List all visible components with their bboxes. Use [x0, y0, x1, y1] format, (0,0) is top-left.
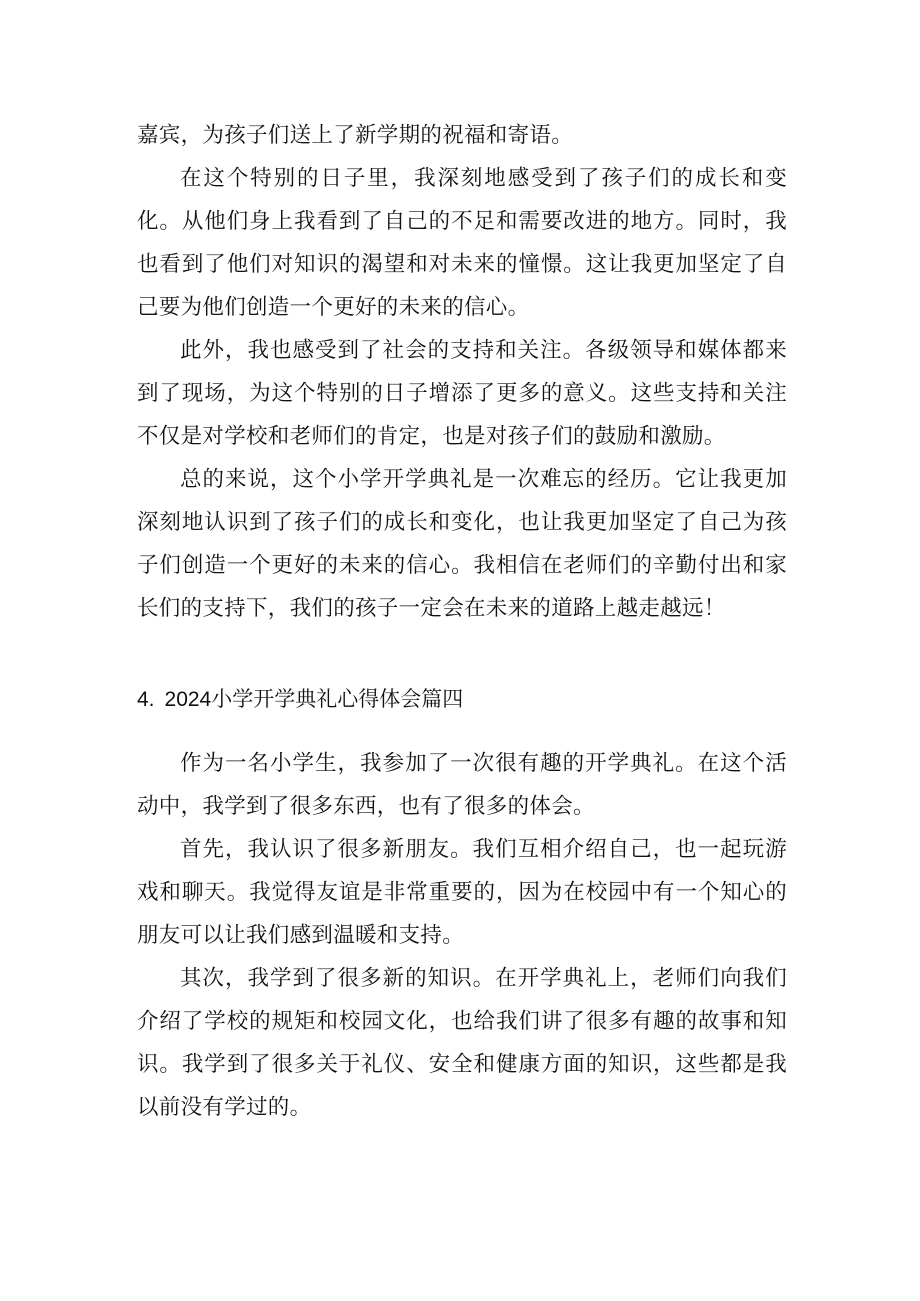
section-heading [137, 685, 463, 715]
paragraph-knowledge: 其次，我学到了很多新的知识。在开学典礼上，老师们向我们介绍了学校的规矩和校园文化，也给我们讲了很多有趣的故事和知识。我学到了很多关于礼仪、安全和健康方面的知识，这些都是我以前没有学过的。 [137, 966, 787, 1120]
paragraph-growth: 在这个特别的日子里，我深刻地感受到了孩子们的成长和变化。从他们身上我看到了自己的不足和需要改进的地方。同时，我也看到了他们对知识的渴望和对未来的憧憬。这让我更加坚定了自己要为他们创造一个更好的未来的信心。 [137, 166, 787, 320]
paragraph-intro: 作为一名小学生，我参加了一次很有趣的开学典礼。在这个活动中，我学到了很多东西，也有了很多的体会。 [137, 751, 787, 819]
section-one-text [137, 114, 787, 630]
paragraph-support: 此外，我也感受到了社会的支持和关注。各级领导和媒体都来到了现场，为这个特别的日子增添了更多的意义。这些支持和关注不仅是对学校和老师们的肯定，也是对孩子们的鼓励和激励。 [137, 338, 787, 449]
paragraph-summary: 总的来说，这个小学开学典礼是一次难忘的经历。它让我更加深刻地认识到了孩子们的成长和变化，也让我更加坚定了自己为孩子们创造一个更好的未来的信心。我相信在老师们的辛勤付出和家长们的支持下，我们的孩子一定会在未来的道路上越走越远！ [137, 467, 787, 621]
heading-number: 4. [137, 688, 155, 711]
section-two-text [137, 742, 787, 1129]
heading-text: 2024小学开学典礼心得体会篇四 [164, 688, 464, 711]
paragraph-friends: 首先，我认识了很多新朋友。我们互相介绍自己，也一起玩游戏和聊天。我觉得友谊是非常重要的，因为在校园中有一个知心的朋友可以让我们感到温暖和支持。 [137, 837, 787, 948]
paragraph-continuation: 嘉宾，为孩子们送上了新学期的祝福和寄语。 [137, 123, 574, 148]
